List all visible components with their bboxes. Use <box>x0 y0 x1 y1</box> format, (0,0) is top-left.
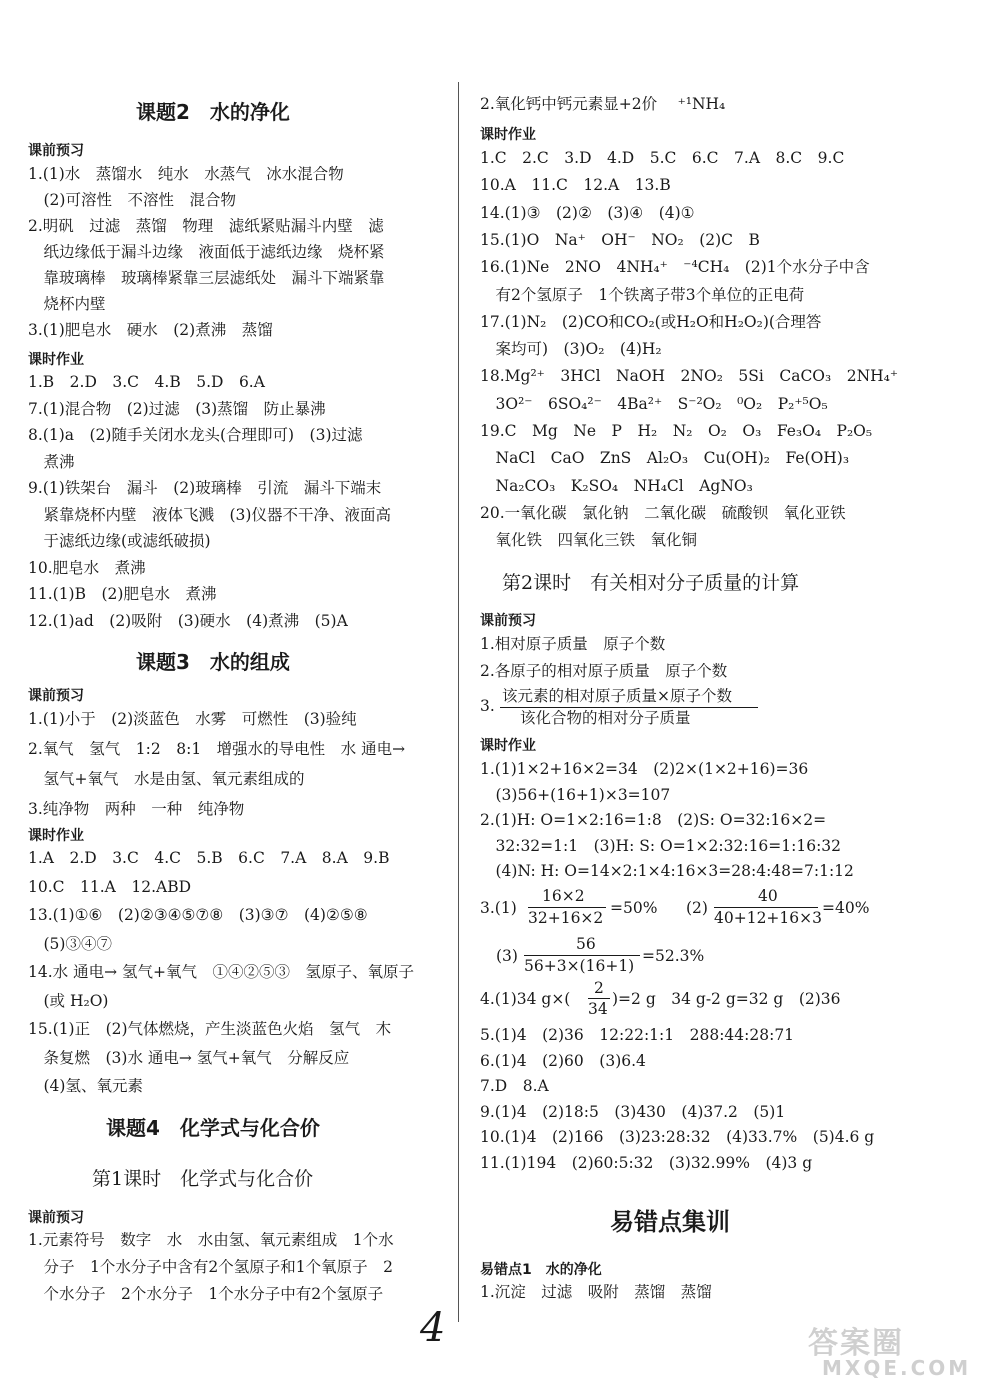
answer-line: 1.元素符号 数字 水 水由氢、氧元素组成 1个水 <box>28 1231 394 1249</box>
fraction-numerator: 56 <box>576 935 596 953</box>
answer-line: 17.(1)N₂ (2)CO和CO₂(或H₂O和H₂O₂)(合理答 <box>480 312 822 331</box>
answer-line: 有2个氢原子 1个铁离子带3个单位的正电荷 <box>480 285 805 304</box>
answer-line: 烧杯内壁 <box>28 295 106 313</box>
answer-line: )=2 g 34 g-2 g=32 g (2)36 <box>612 990 841 1008</box>
answer-line: 20.一氧化碳 氯化钠 二氧化碳 硫酸钡 氧化亚铁 <box>480 503 846 522</box>
answer-line: 1.C 2.C 3.D 4.D 5.C 6.C 7.A 8.C 9.C <box>480 149 845 167</box>
answer-line: 1.沉淀 过滤 吸附 蒸馏 蒸馏 <box>480 1283 712 1301</box>
answer-line: 2.各原子的相对原子质量 原子个数 <box>480 662 728 680</box>
answer-line: 1.(1)水 蒸馏水 纯水 水蒸气 冰水混合物 <box>28 165 344 183</box>
answer-line: 18.Mg²⁺ 3HCl NaOH 2NO₂ 5Si CaCO₃ 2NH₄⁺ <box>480 367 899 386</box>
answer-line: 11.(1)194 (2)60:5:32 (3)32.99% (4)3 g <box>480 1153 813 1172</box>
answer-line: 分子 1个水分子中含有2个氢原子和1个氧原子 2 <box>28 1258 393 1276</box>
answer-line: 10.肥皂水 煮沸 <box>28 558 146 577</box>
answer-line: 纸边缘低于漏斗边缘 液面低于滤纸边缘 烧杯紧 <box>28 243 385 261</box>
answer-line: 12.(1)ad (2)吸附 (3)硬水 (4)煮沸 (5)A <box>28 611 348 630</box>
label-preview: 课前预习 <box>28 143 84 159</box>
answer-line: 32:32=1:1 (3)H: S: O=1×2:32:16=1:16:32 <box>480 836 842 855</box>
answer-line: 2.明矾 过滤 蒸馏 物理 滤纸紧贴漏斗内壁 滤 <box>28 217 384 235</box>
answer-line: Na₂CO₃ K₂SO₄ NH₄Cl AgNO₃ <box>480 476 753 495</box>
fraction-result: =40% <box>822 899 870 917</box>
fraction-numerator: 该元素的相对原子质量×原子个数 <box>502 687 732 705</box>
answer-line: 于滤纸边缘(或滤纸破损) <box>28 532 211 550</box>
label-preview: 课前预习 <box>28 1210 84 1226</box>
answer-line: (或 H₂O) <box>28 991 109 1010</box>
answer-line: 7.D 8.A <box>480 1077 549 1095</box>
answer-line: 9.(1)4 (2)18:5 (3)430 (4)37.2 (5)1 <box>480 1102 786 1121</box>
fraction-denominator: 34 <box>588 1000 608 1018</box>
label-preview: 课前预习 <box>28 688 84 704</box>
answer-line: 1.相对原子质量 原子个数 <box>480 635 666 653</box>
column-divider <box>458 82 459 1322</box>
lesson-title: 第2课时 有关相对分子质量的计算 <box>502 572 800 594</box>
answer-line: NaCl CaO ZnS Al₂O₃ Cu(OH)₂ Fe(OH)₃ <box>480 449 850 468</box>
fraction-result: =50% <box>610 899 658 917</box>
answer-line: 紧靠烧杯内壁 液体飞溅 (3)仪器不干净、液面高 <box>28 505 391 524</box>
question-label: 3. <box>480 697 495 715</box>
answer-line: 14.(1)③ (2)② (3)④ (4)① <box>480 203 695 222</box>
question-label: (3) <box>496 947 518 965</box>
answer-line: 11.(1)B (2)肥皂水 煮沸 <box>28 585 217 603</box>
fraction-numerator: 2 <box>594 979 604 997</box>
answer-line: (4)氢、氧元素 <box>28 1077 143 1095</box>
answer-line: 15.(1)O Na⁺ OH⁻ NO₂ (2)C B <box>480 230 760 249</box>
section-title-chemical-formula: 课题4 化学式与化合价 <box>106 1116 320 1140</box>
answer-line: 2.氧气 氢气 1:2 8:1 增强水的导电性 水 通电→ <box>28 740 406 758</box>
answer-line: 1.B 2.D 3.C 4.B 5.D 6.A <box>28 373 265 391</box>
answer-line: 3.纯净物 两种 一种 纯净物 <box>28 800 245 818</box>
answer-line: 10.A 11.C 12.A 13.B <box>480 176 671 195</box>
fraction-result: =52.3% <box>642 947 705 965</box>
answer-line: 14.水 通电→ 氢气+氧气 ①④②⑤③ 氢原子、氧原子 <box>28 963 414 981</box>
answer-line: 氢气+氧气 水是由氢、氧元素组成的 <box>28 770 305 788</box>
answer-line: (4)N: H: O=14×2:1×4:16×3=28:4:48=7:1:12 <box>480 862 854 880</box>
fraction-denominator: 40+12+16×3 <box>714 909 822 927</box>
label-error-point: 易错点1 水的净化 <box>480 1262 602 1278</box>
answer-line: 案均可) (3)O₂ (4)H₂ <box>480 340 662 359</box>
answer-line: 2.(1)H: O=1×2:16=1:8 (2)S: O=32:16×2= <box>480 811 827 829</box>
answer-line: 10.C 11.A 12.ABD <box>28 877 192 896</box>
answer-line: 1.(1)小于 (2)淡蓝色 水雾 可燃性 (3)验纯 <box>28 710 357 728</box>
answer-line: 19.C Mg Ne P H₂ N₂ O₂ O₃ Fe₃O₄ P₂O₅ <box>480 422 873 440</box>
question-label: (2) <box>686 899 708 917</box>
fraction-denominator: 56+3×(16+1) <box>524 957 635 975</box>
section-title-error-practice: 易错点集训 <box>610 1208 730 1236</box>
label-homework: 课时作业 <box>28 352 84 368</box>
label-homework: 课时作业 <box>480 738 536 754</box>
answer-line: 8.(1)a (2)随手关闭水龙头(合理即可) (3)过滤 <box>28 426 363 444</box>
answer-line: 3O²⁻ 6SO₄²⁻ 4Ba²⁺ S⁻²O₂ ⁰O₂ P₂⁺⁵O₅ <box>480 394 828 413</box>
answer-line: 6.(1)4 (2)60 (3)6.4 <box>480 1051 646 1070</box>
answer-line: 5.(1)4 (2)36 12:22:1:1 288:44:28:71 <box>480 1026 795 1044</box>
answer-line: 7.(1)混合物 (2)过滤 (3)蒸馏 防止暴沸 <box>28 399 326 418</box>
fraction-numerator: 16×2 <box>542 887 585 905</box>
watermark-url: MXQE.COM <box>822 1356 972 1380</box>
answer-line: (3)56+(16+1)×3=107 <box>480 785 671 804</box>
answer-line: 靠玻璃棒 玻璃棒紧靠三层滤纸处 漏斗下端紧靠 <box>28 269 385 287</box>
section-title-water-purification: 课题2 水的净化 <box>136 100 290 124</box>
answer-line: 条复燃 (3)水 通电→ 氢气+氧气 分解反应 <box>28 1048 350 1067</box>
question-label: 4.(1)34 g×( <box>480 990 571 1008</box>
answer-line: 个水分子 2个水分子 1个水分子中有2个氢原子 <box>28 1285 384 1303</box>
answer-line: 10.(1)4 (2)166 (3)23:28:32 (4)33.7% (5)4.6 g <box>480 1128 875 1146</box>
watermark-logo <box>808 1318 972 1380</box>
answer-line: 煮沸 <box>28 452 75 471</box>
answer-line: 16.(1)Ne 2NO 4NH₄⁺ ⁻⁴CH₄ (2)1个水分子中含 <box>480 258 870 277</box>
fraction-denominator: 32+16×2 <box>528 909 604 927</box>
label-preview: 课前预习 <box>480 613 536 629</box>
page-number: 4 <box>420 1305 446 1351</box>
answer-line: 9.(1)铁架台 漏斗 (2)玻璃棒 引流 漏斗下端末 <box>28 479 382 497</box>
label-homework: 课时作业 <box>480 127 536 143</box>
question-label: 3.(1) <box>480 899 517 917</box>
answer-line: (2)可溶性 不溶性 混合物 <box>28 191 236 209</box>
answer-line: 2.氧化钙中钙元素显+2价 ⁺¹NH₄ <box>480 95 726 113</box>
answer-line: 3.(1)肥皂水 硬水 (2)煮沸 蒸馏 <box>28 321 273 339</box>
answer-line: 1.(1)1×2+16×2=34 (2)2×(1×2+16)=36 <box>480 760 809 778</box>
fraction-numerator: 40 <box>758 887 778 905</box>
answer-line: 13.(1)①⑥ (2)②③④⑤⑦⑧ (3)③⑦ (4)②⑤⑧ <box>28 906 368 924</box>
answer-line: 15.(1)正 (2)气体燃烧，产生淡蓝色火焰 氢气 木 <box>28 1020 392 1038</box>
answer-line: (5)③④⑦ <box>28 934 112 953</box>
label-homework: 课时作业 <box>28 828 84 844</box>
answer-line: 氧化铁 四氧化三铁 氧化铜 <box>480 531 698 550</box>
section-title-water-composition: 课题3 水的组成 <box>136 650 290 674</box>
answer-line: 1.A 2.D 3.C 4.C 5.B 6.C 7.A 8.A 9.B <box>28 849 390 867</box>
fraction-denominator: 该化合物的相对分子质量 <box>520 709 691 727</box>
lesson-title: 第1课时 化学式与化合价 <box>92 1168 314 1190</box>
watermark-text: 答案圈 <box>808 1326 904 1361</box>
